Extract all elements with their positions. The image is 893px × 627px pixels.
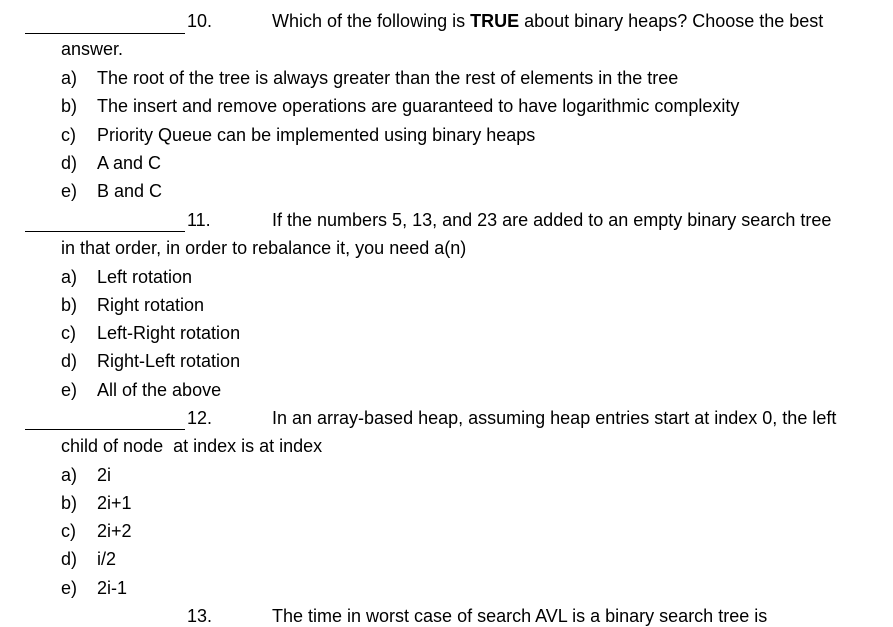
question-text-line1: In an array-based heap, assuming heap entries start at index 0, the left bbox=[272, 408, 837, 428]
option-text: Right-Left rotation bbox=[97, 351, 241, 371]
option-letter: b) bbox=[61, 295, 78, 315]
question-text-line1: The time in worst case of search AVL is a binary search tree is bbox=[272, 606, 768, 626]
option-e[interactable] bbox=[61, 180, 162, 202]
option-e[interactable] bbox=[61, 577, 127, 599]
question-text-line1 bbox=[272, 10, 823, 32]
option-a[interactable] bbox=[61, 266, 192, 288]
question-number: 13. bbox=[187, 606, 213, 626]
option-e[interactable] bbox=[61, 379, 221, 401]
option-b[interactable] bbox=[61, 492, 132, 514]
option-text: A and C bbox=[97, 153, 162, 173]
option-text: 2i+1 bbox=[97, 493, 132, 513]
option-text: The insert and remove operations are guaranteed to have logarithmic complexity bbox=[97, 96, 740, 116]
question-number: 12. bbox=[187, 408, 213, 428]
option-letter: e) bbox=[61, 181, 78, 201]
option-c[interactable] bbox=[61, 124, 535, 146]
option-text: The root of the tree is always greater than the rest of elements in the tree bbox=[97, 68, 679, 88]
option-text: i/2 bbox=[97, 549, 117, 569]
question-text-continued: about binary heaps? Choose the best bbox=[519, 11, 824, 31]
option-letter: d) bbox=[61, 549, 78, 569]
option-letter: d) bbox=[61, 351, 78, 371]
question-13-cutoff bbox=[0, 600, 893, 626]
option-letter: c) bbox=[61, 323, 76, 343]
option-letter: c) bbox=[61, 521, 76, 541]
option-letter: b) bbox=[61, 96, 78, 116]
option-letter: e) bbox=[61, 578, 78, 598]
previous-content-cutoff bbox=[0, 0, 893, 6]
question-text-line2: child of node at index is at index bbox=[61, 436, 323, 456]
option-c[interactable] bbox=[61, 520, 132, 542]
option-text: Priority Queue can be implemented using binary heaps bbox=[97, 125, 536, 145]
option-letter: d) bbox=[61, 153, 78, 173]
question-number: 11. bbox=[187, 210, 211, 230]
option-text: Left-Right rotation bbox=[97, 323, 241, 343]
option-text: 2i bbox=[97, 465, 112, 485]
answer-blank-line[interactable] bbox=[25, 429, 185, 430]
emphasis-text: TRUE bbox=[470, 11, 520, 31]
question-text-line1: If the numbers 5, 13, and 23 are added to an empty binary search tree bbox=[272, 210, 832, 230]
option-text: Left rotation bbox=[97, 267, 193, 287]
option-a[interactable] bbox=[61, 67, 678, 89]
question-number: 10. bbox=[187, 11, 213, 31]
option-letter: c) bbox=[61, 125, 76, 145]
option-text: All of the above bbox=[97, 380, 222, 400]
option-b[interactable] bbox=[61, 95, 739, 117]
question-text-line2: answer. bbox=[61, 39, 124, 59]
option-d[interactable] bbox=[61, 350, 240, 372]
option-text: 2i+2 bbox=[97, 521, 132, 541]
option-letter: a) bbox=[61, 68, 78, 88]
option-text: B and C bbox=[97, 181, 163, 201]
option-letter: a) bbox=[61, 267, 78, 287]
answer-blank-line[interactable] bbox=[25, 33, 185, 34]
question-text: Which of the following is bbox=[272, 11, 471, 31]
question-text-line2: in that order, in order to rebalance it, you need a(n) bbox=[61, 238, 467, 258]
option-c[interactable] bbox=[61, 322, 240, 344]
option-letter: a) bbox=[61, 465, 78, 485]
option-text: Right rotation bbox=[97, 295, 205, 315]
option-d[interactable] bbox=[61, 152, 161, 174]
option-b[interactable] bbox=[61, 294, 204, 316]
answer-blank-line[interactable] bbox=[25, 231, 185, 232]
option-text: 2i-1 bbox=[97, 578, 128, 598]
option-a[interactable] bbox=[61, 464, 111, 486]
option-d[interactable] bbox=[61, 548, 116, 570]
option-letter: e) bbox=[61, 380, 78, 400]
option-letter: b) bbox=[61, 493, 78, 513]
